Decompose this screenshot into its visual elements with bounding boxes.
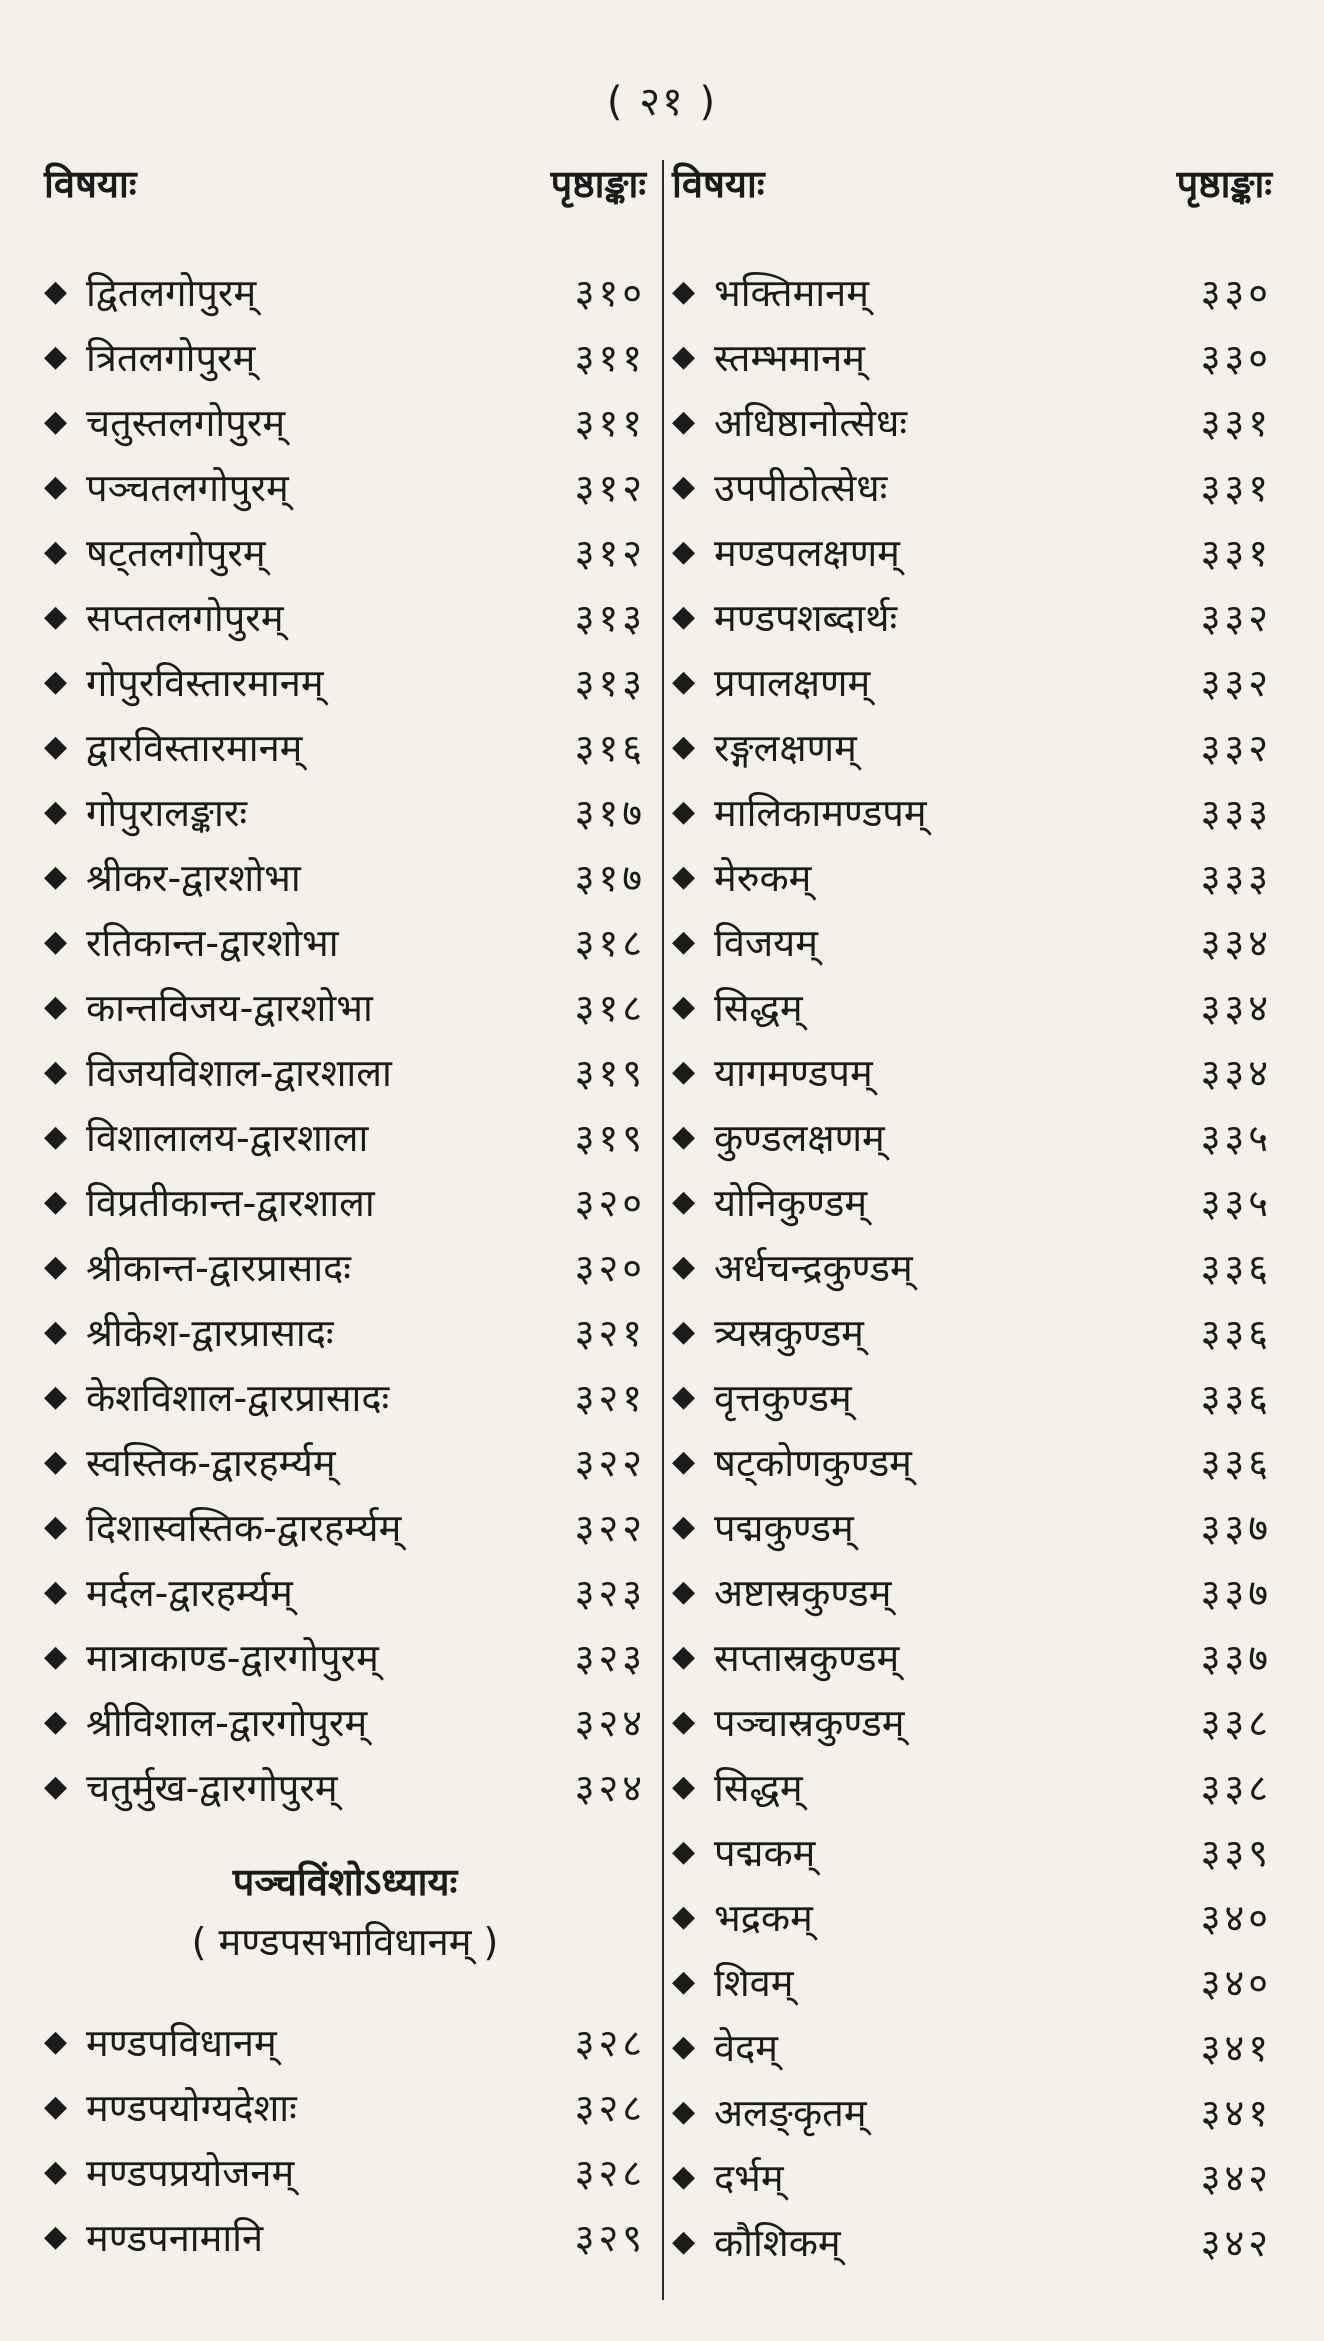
diamond-bullet-icon: ◆ — [44, 989, 68, 1024]
entry-title: वृत्तकुण्डम् — [714, 1375, 852, 1420]
toc-entry — [672, 909, 1272, 974]
toc-list — [44, 2009, 646, 2269]
toc-entry — [44, 1754, 646, 1819]
toc-entry — [672, 1754, 1272, 1819]
entry-title: कान्तविजय-द्वारशोभा — [86, 985, 373, 1030]
diamond-bullet-icon: ◆ — [672, 2029, 696, 2064]
diamond-bullet-icon: ◆ — [44, 664, 68, 699]
entry-page-number: ३३१ — [1200, 530, 1272, 575]
toc-entry — [672, 2079, 1272, 2144]
entry-title: अलङ्कृतम् — [714, 2090, 867, 2135]
diamond-bullet-icon: ◆ — [672, 1639, 696, 1674]
entry-title: रतिकान्त-द्वारशोभा — [86, 920, 339, 965]
column-header-right — [672, 155, 1272, 211]
diamond-bullet-icon: ◆ — [44, 1574, 68, 1609]
diamond-bullet-icon: ◆ — [44, 2154, 68, 2189]
entry-title: मण्डपप्रयोजनम् — [86, 2150, 295, 2195]
toc-column-right — [672, 155, 1272, 2274]
entry-page-number: ३१० — [574, 270, 646, 315]
diamond-bullet-icon: ◆ — [44, 2024, 68, 2059]
toc-entry — [672, 1429, 1272, 1494]
diamond-bullet-icon: ◆ — [672, 989, 696, 1024]
diamond-bullet-icon: ◆ — [672, 1054, 696, 1089]
entry-title: त्रितलगोपुरम् — [86, 335, 256, 380]
diamond-bullet-icon: ◆ — [672, 1704, 696, 1739]
toc-entry — [44, 1494, 646, 1559]
entry-page-number: ३२१ — [574, 1375, 646, 1420]
page-heading: पृष्ठाङ्काः — [1176, 162, 1272, 206]
diamond-bullet-icon: ◆ — [672, 469, 696, 504]
entry-title: द्वारविस्तारमानम् — [86, 725, 303, 770]
entry-title: मण्डपनामानि — [86, 2215, 264, 2260]
entry-page-number: ३३६ — [1200, 1310, 1272, 1355]
entry-title: केशविशाल-द्वारप्रासादः — [86, 1375, 390, 1420]
entry-title: मण्डपशब्दार्थः — [714, 595, 898, 640]
chapter-subtitle: ( मण्डपसभाविधानम् ) — [191, 1920, 499, 1964]
toc-entry — [672, 649, 1272, 714]
entry-title: मर्दल-द्वारहर्म्यम् — [86, 1570, 293, 1615]
entry-title: स्तम्भमानम् — [714, 335, 865, 380]
toc-entry — [672, 1234, 1272, 1299]
page-number: ( २१ ) — [606, 79, 718, 125]
entry-page-number: ३१६ — [574, 725, 646, 770]
toc-entry — [672, 974, 1272, 1039]
entry-title: पद्मकम् — [714, 1830, 816, 1875]
toc-entry — [672, 1169, 1272, 1234]
diamond-bullet-icon: ◆ — [672, 1444, 696, 1479]
diamond-bullet-icon: ◆ — [44, 1184, 68, 1219]
diamond-bullet-icon: ◆ — [44, 1119, 68, 1154]
diamond-bullet-icon: ◆ — [44, 404, 68, 439]
entry-title: भद्रकम् — [714, 1895, 813, 1940]
toc-entry — [672, 519, 1272, 584]
toc-entry — [672, 1494, 1272, 1559]
toc-entry — [44, 1299, 646, 1364]
entry-title: अष्टास्रकुण्डम् — [714, 1570, 892, 1615]
entry-page-number: ३३८ — [1200, 1700, 1272, 1745]
diamond-bullet-icon: ◆ — [672, 2224, 696, 2259]
entry-title: विशालालय-द्वारशाला — [86, 1115, 369, 1160]
entry-page-number: ३४१ — [1200, 2090, 1272, 2135]
entry-page-number: ३३१ — [1200, 465, 1272, 510]
diamond-bullet-icon: ◆ — [672, 1964, 696, 1999]
entry-title: त्र्यस्रकुण्डम् — [714, 1310, 864, 1355]
entry-page-number: ३२४ — [574, 1765, 646, 1810]
entry-title: अर्धचन्द्रकुण्डम् — [714, 1245, 913, 1290]
entry-page-number: ३१३ — [574, 660, 646, 705]
diamond-bullet-icon: ◆ — [672, 404, 696, 439]
entry-title: मण्डपविधानम् — [86, 2020, 277, 2065]
entry-page-number: ३३२ — [1200, 595, 1272, 640]
entry-page-number: ३१९ — [574, 1115, 646, 1160]
toc-entry — [44, 259, 646, 324]
diamond-bullet-icon: ◆ — [672, 1119, 696, 1154]
entry-title: मात्राकाण्ड-द्वारगोपुरम् — [86, 1635, 379, 1680]
diamond-bullet-icon: ◆ — [44, 1639, 68, 1674]
entry-page-number: ३१८ — [574, 920, 646, 965]
entry-title: प्रपालक्षणम् — [714, 660, 871, 705]
toc-entry — [672, 389, 1272, 454]
entry-title: सप्तास्रकुण्डम् — [714, 1635, 900, 1680]
toc-entry — [44, 1429, 646, 1494]
diamond-bullet-icon: ◆ — [44, 729, 68, 764]
diamond-bullet-icon: ◆ — [672, 729, 696, 764]
entry-page-number: ३१७ — [574, 855, 646, 900]
entry-page-number: ३४२ — [1200, 2220, 1272, 2265]
entry-page-number: ३४१ — [1200, 2025, 1272, 2070]
toc-column-left — [44, 155, 646, 2269]
entry-title: दर्भम् — [714, 2155, 784, 2200]
entry-title: भक्तिमानम् — [714, 270, 869, 315]
toc-entry — [672, 1039, 1272, 1104]
entry-title: स्वस्तिक-द्वारहर्म्यम् — [86, 1440, 336, 1485]
entry-page-number: ३३७ — [1200, 1505, 1272, 1550]
toc-entry — [44, 1364, 646, 1429]
entry-title: षट्तलगोपुरम् — [86, 530, 266, 575]
diamond-bullet-icon: ◆ — [44, 1054, 68, 1089]
diamond-bullet-icon: ◆ — [44, 859, 68, 894]
diamond-bullet-icon: ◆ — [672, 1379, 696, 1414]
entry-page-number: ३३० — [1200, 335, 1272, 380]
entry-page-number: ३३७ — [1200, 1635, 1272, 1680]
toc-entry — [672, 2209, 1272, 2274]
toc-entry — [44, 519, 646, 584]
diamond-bullet-icon: ◆ — [672, 664, 696, 699]
entry-page-number: ३२८ — [574, 2020, 646, 2065]
entry-page-number: ३२३ — [574, 1570, 646, 1615]
entry-title: गोपुरालङ्कारः — [86, 790, 248, 835]
column-header-left — [44, 155, 646, 211]
subject-heading: विषयाः — [672, 162, 765, 206]
entry-title: श्रीकान्त-द्वारप्रासादः — [86, 1245, 351, 1290]
toc-entry — [672, 259, 1272, 324]
diamond-bullet-icon: ◆ — [672, 1769, 696, 1804]
entry-page-number: ३१२ — [574, 530, 646, 575]
entry-title: श्रीकर-द्वारशोभा — [86, 855, 301, 900]
entry-title: पञ्चतलगोपुरम् — [86, 465, 289, 510]
diamond-bullet-icon: ◆ — [44, 2089, 68, 2124]
toc-entry — [44, 2139, 646, 2204]
entry-title: सप्ततलगोपुरम् — [86, 595, 284, 640]
entry-title: द्वितलगोपुरम् — [86, 270, 257, 315]
entry-title: चतुस्तलगोपुरम् — [86, 400, 286, 445]
entry-title: श्रीकेश-द्वारप्रासादः — [86, 1310, 334, 1355]
diamond-bullet-icon: ◆ — [672, 534, 696, 569]
toc-entry — [672, 1299, 1272, 1364]
entry-title: अधिष्ठानोत्सेधः — [714, 400, 908, 445]
toc-entry — [44, 1169, 646, 1234]
entry-title: श्रीविशाल-द्वारगोपुरम् — [86, 1700, 368, 1745]
entry-title: यागमण्डपम् — [714, 1050, 873, 1095]
toc-entry — [672, 1559, 1272, 1624]
entry-page-number: ३४० — [1200, 1960, 1272, 2005]
entry-page-number: ३३४ — [1200, 920, 1272, 965]
diamond-bullet-icon: ◆ — [672, 1899, 696, 1934]
toc-entry — [44, 2009, 646, 2074]
entry-title: कौशिकम् — [714, 2220, 841, 2265]
entry-title: शिवम् — [714, 1960, 794, 2005]
entry-page-number: ३३८ — [1200, 1765, 1272, 1810]
diamond-bullet-icon: ◆ — [44, 1444, 68, 1479]
column-divider — [662, 160, 664, 2300]
entry-page-number: ३३९ — [1200, 1830, 1272, 1875]
entry-page-number: ३२८ — [574, 2150, 646, 2195]
diamond-bullet-icon: ◆ — [672, 924, 696, 959]
entry-page-number: ३३३ — [1200, 855, 1272, 900]
toc-entry — [44, 1689, 646, 1754]
entry-title: दिशास्वस्तिक-द्वारहर्म्यम् — [86, 1505, 402, 1550]
toc-entry — [672, 1949, 1272, 2014]
diamond-bullet-icon: ◆ — [672, 599, 696, 634]
entry-page-number: ३२० — [574, 1245, 646, 1290]
toc-entry — [672, 844, 1272, 909]
subject-heading: विषयाः — [44, 162, 137, 206]
toc-entry — [44, 1559, 646, 1624]
entry-title: मण्डपयोग्यदेशाः — [86, 2085, 297, 2130]
entry-page-number: ३३० — [1200, 270, 1272, 315]
chapter-title: पञ्चविंशोऽध्यायः — [232, 1860, 458, 1904]
toc-list — [672, 259, 1272, 2274]
entry-title: विजयविशाल-द्वारशाला — [86, 1050, 392, 1095]
entry-page-number: ३३४ — [1200, 985, 1272, 1030]
diamond-bullet-icon: ◆ — [44, 534, 68, 569]
diamond-bullet-icon: ◆ — [44, 1769, 68, 1804]
toc-entry — [44, 2074, 646, 2139]
entry-page-number: ३२४ — [574, 1700, 646, 1745]
entry-title: वेदम् — [714, 2025, 779, 2070]
toc-entry — [672, 1884, 1272, 1949]
toc-entry — [672, 1364, 1272, 1429]
entry-page-number: ३३३ — [1200, 790, 1272, 835]
toc-entry — [672, 1819, 1272, 1884]
entry-title: सिद्धम् — [714, 1765, 803, 1810]
entry-page-number: ३३१ — [1200, 400, 1272, 445]
diamond-bullet-icon: ◆ — [672, 1249, 696, 1284]
diamond-bullet-icon: ◆ — [672, 2094, 696, 2129]
diamond-bullet-icon: ◆ — [44, 274, 68, 309]
entry-page-number: ३२० — [574, 1180, 646, 1225]
entry-page-number: ३३५ — [1200, 1115, 1272, 1160]
entry-page-number: ३३५ — [1200, 1180, 1272, 1225]
diamond-bullet-icon: ◆ — [672, 794, 696, 829]
entry-page-number: ३३६ — [1200, 1245, 1272, 1290]
diamond-bullet-icon: ◆ — [672, 1574, 696, 1609]
diamond-bullet-icon: ◆ — [672, 1834, 696, 1869]
entry-title: मेरुकम् — [714, 855, 812, 900]
entry-page-number: ३३२ — [1200, 660, 1272, 705]
page-heading: पृष्ठाङ्काः — [550, 162, 646, 206]
entry-title: पञ्चास्रकुण्डम् — [714, 1700, 905, 1745]
entry-title: विप्रतीकान्त-द्वारशाला — [86, 1180, 375, 1225]
entry-page-number: ३१२ — [574, 465, 646, 510]
diamond-bullet-icon: ◆ — [44, 339, 68, 374]
entry-page-number: ३१७ — [574, 790, 646, 835]
diamond-bullet-icon: ◆ — [44, 1249, 68, 1284]
entry-page-number: ३१३ — [574, 595, 646, 640]
entry-page-number: ३३७ — [1200, 1570, 1272, 1615]
entry-title: चतुर्मुख-द्वारगोपुरम् — [86, 1765, 338, 1810]
entry-page-number: ३३२ — [1200, 725, 1272, 770]
toc-entry — [44, 454, 646, 519]
entry-title: मालिकामण्डपम् — [714, 790, 927, 835]
entry-title: विजयम् — [714, 920, 818, 965]
entry-page-number: ३३६ — [1200, 1375, 1272, 1420]
entry-page-number: ३२२ — [574, 1505, 646, 1550]
diamond-bullet-icon: ◆ — [44, 469, 68, 504]
toc-entry — [672, 714, 1272, 779]
toc-entry — [44, 714, 646, 779]
entry-page-number: ३३४ — [1200, 1050, 1272, 1095]
entry-page-number: ३२१ — [574, 1310, 646, 1355]
toc-entry — [672, 584, 1272, 649]
diamond-bullet-icon: ◆ — [672, 859, 696, 894]
toc-entry — [672, 2014, 1272, 2079]
diamond-bullet-icon: ◆ — [672, 274, 696, 309]
diamond-bullet-icon: ◆ — [44, 1509, 68, 1544]
entry-title: गोपुरविस्तारमानम् — [86, 660, 324, 705]
entry-page-number: ३१८ — [574, 985, 646, 1030]
toc-entry — [44, 1624, 646, 1689]
diamond-bullet-icon: ◆ — [672, 339, 696, 374]
toc-entry — [44, 844, 646, 909]
toc-entry — [44, 909, 646, 974]
entry-page-number: ३४२ — [1200, 2155, 1272, 2200]
entry-title: रङ्गलक्षणम् — [714, 725, 857, 770]
toc-entry — [672, 1104, 1272, 1169]
toc-entry — [44, 2204, 646, 2269]
toc-list — [44, 259, 646, 1819]
toc-entry — [44, 779, 646, 844]
diamond-bullet-icon: ◆ — [44, 794, 68, 829]
entry-title: योनिकुण्डम् — [714, 1180, 868, 1225]
diamond-bullet-icon: ◆ — [44, 1379, 68, 1414]
toc-entry — [44, 324, 646, 389]
entry-title: पद्मकुण्डम् — [714, 1505, 854, 1550]
toc-entry — [44, 1104, 646, 1169]
diamond-bullet-icon: ◆ — [44, 1314, 68, 1349]
entry-page-number: ३१९ — [574, 1050, 646, 1095]
entry-page-number: ३२३ — [574, 1635, 646, 1680]
entry-page-number: ३२८ — [574, 2085, 646, 2130]
toc-entry — [672, 454, 1272, 519]
entry-title: मण्डपलक्षणम् — [714, 530, 900, 575]
entry-title: उपपीठोत्सेधः — [714, 465, 888, 510]
entry-page-number: ३११ — [574, 400, 646, 445]
diamond-bullet-icon: ◆ — [672, 1314, 696, 1349]
toc-entry — [44, 649, 646, 714]
entry-page-number: ३३६ — [1200, 1440, 1272, 1485]
diamond-bullet-icon: ◆ — [672, 1184, 696, 1219]
toc-entry — [672, 1689, 1272, 1754]
toc-entry — [44, 974, 646, 1039]
toc-entry — [44, 1234, 646, 1299]
toc-entry — [672, 2144, 1272, 2209]
toc-entry — [672, 324, 1272, 389]
entry-page-number: ३४० — [1200, 1895, 1272, 1940]
diamond-bullet-icon: ◆ — [672, 1509, 696, 1544]
diamond-bullet-icon: ◆ — [44, 2219, 68, 2254]
toc-entry — [672, 779, 1272, 844]
entry-title: सिद्धम् — [714, 985, 803, 1030]
diamond-bullet-icon: ◆ — [44, 1704, 68, 1739]
diamond-bullet-icon: ◆ — [44, 924, 68, 959]
entry-page-number: ३२२ — [574, 1440, 646, 1485]
entry-page-number: ३२९ — [574, 2215, 646, 2260]
toc-entry — [44, 584, 646, 649]
entry-title: षट्कोणकुण्डम् — [714, 1440, 912, 1485]
entry-page-number: ३११ — [574, 335, 646, 380]
diamond-bullet-icon: ◆ — [44, 599, 68, 634]
entry-title: कुण्डलक्षणम् — [714, 1115, 885, 1160]
toc-entry — [44, 389, 646, 454]
toc-entry — [672, 1624, 1272, 1689]
toc-entry — [44, 1039, 646, 1104]
diamond-bullet-icon: ◆ — [672, 2159, 696, 2194]
